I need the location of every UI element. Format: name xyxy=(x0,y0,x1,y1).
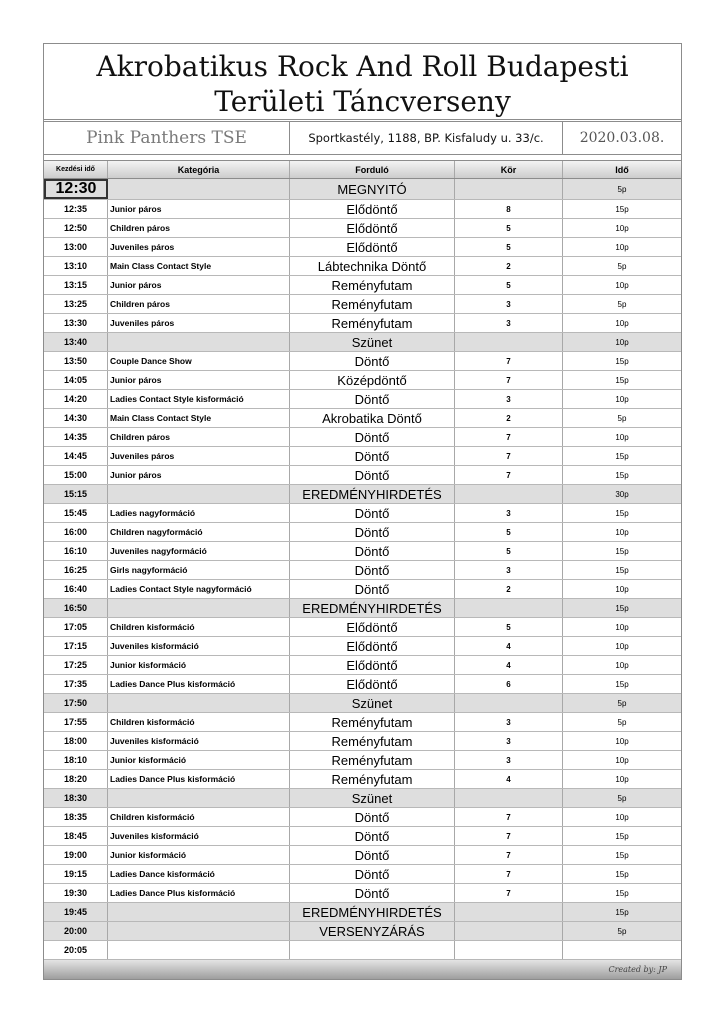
category-cell: Ladies Dance Plus kisformáció xyxy=(108,884,290,902)
table-row xyxy=(44,504,681,523)
header-heats: Kör xyxy=(455,161,563,178)
table-row xyxy=(44,276,681,295)
table-header-row xyxy=(44,160,681,179)
heats-cell: 3 xyxy=(455,732,563,750)
start-time-cell: 12:50 xyxy=(44,219,108,237)
table-row xyxy=(44,200,681,219)
category-cell xyxy=(108,333,290,351)
table-row xyxy=(44,219,681,238)
table-row xyxy=(44,390,681,409)
category-cell: Ladies Dance kisformáció xyxy=(108,865,290,883)
category-cell: Children kisformáció xyxy=(108,713,290,731)
category-cell: Ladies Dance Plus kisformáció xyxy=(108,675,290,693)
round-cell: Döntő xyxy=(290,428,455,446)
heats-cell xyxy=(455,485,563,503)
category-cell: Couple Dance Show xyxy=(108,352,290,370)
round-cell: Döntő xyxy=(290,447,455,465)
start-time-cell: 18:45 xyxy=(44,827,108,845)
heats-cell: 5 xyxy=(455,542,563,560)
heats-cell: 5 xyxy=(455,523,563,541)
start-time-cell: 17:05 xyxy=(44,618,108,636)
category-cell xyxy=(108,694,290,712)
round-cell: Elődöntő xyxy=(290,637,455,655)
category-cell xyxy=(108,599,290,617)
heats-cell: 3 xyxy=(455,561,563,579)
heats-cell: 5 xyxy=(455,276,563,294)
duration-cell: 15p xyxy=(615,679,629,689)
duration-cell: 15p xyxy=(615,869,629,879)
category-cell xyxy=(108,789,290,807)
round-cell: Döntő xyxy=(290,580,455,598)
heats-cell xyxy=(455,694,563,712)
heats-cell xyxy=(455,789,563,807)
event-info-row xyxy=(44,121,681,155)
header-round: Forduló xyxy=(290,161,455,178)
duration-cell: 15p xyxy=(615,603,629,613)
duration-cell: 15p xyxy=(615,356,629,366)
duration-cell: 10p xyxy=(615,394,629,404)
category-cell: Juveniles kisformáció xyxy=(108,732,290,750)
duration-cell: 5p xyxy=(617,261,627,271)
start-time-cell: 19:30 xyxy=(44,884,108,902)
table-row xyxy=(44,808,681,827)
heats-cell xyxy=(455,599,563,617)
round-cell: Döntő xyxy=(290,884,455,902)
heats-cell xyxy=(455,903,563,921)
header-duration: Idő xyxy=(615,164,629,175)
round-cell: VERSENYZÁRÁS xyxy=(290,922,455,940)
category-cell: Children kisformáció xyxy=(108,808,290,826)
round-cell: Szünet xyxy=(290,789,455,807)
heats-cell: 5 xyxy=(455,238,563,256)
round-cell: Döntő xyxy=(290,352,455,370)
round-cell: Döntő xyxy=(290,523,455,541)
round-cell: Döntő xyxy=(290,561,455,579)
table-row xyxy=(44,751,681,770)
table-row xyxy=(44,732,681,751)
category-cell xyxy=(108,941,290,959)
round-cell: Reményfutam xyxy=(290,713,455,731)
start-time-cell: 17:35 xyxy=(44,675,108,693)
round-cell: Szünet xyxy=(290,694,455,712)
duration-cell: 10p xyxy=(615,660,629,670)
round-cell: Döntő xyxy=(290,542,455,560)
venue-address: Sportkastély, 1188, BP. Kisfaludy u. 33/c. xyxy=(290,122,563,154)
heats-cell xyxy=(455,179,563,199)
category-cell: Junior páros xyxy=(108,276,290,294)
category-cell: Ladies Contact Style nagyformáció xyxy=(108,580,290,598)
start-time-cell: 19:45 xyxy=(44,903,108,921)
round-cell: Reményfutam xyxy=(290,751,455,769)
start-time-cell: 13:00 xyxy=(44,238,108,256)
duration-cell: 15p xyxy=(615,470,629,480)
table-row xyxy=(44,580,681,599)
start-time-cell: 13:25 xyxy=(44,295,108,313)
round-cell: EREDMÉNYHIRDETÉS xyxy=(290,485,455,503)
start-time-cell: 14:45 xyxy=(44,447,108,465)
table-row xyxy=(44,789,681,808)
heats-cell: 7 xyxy=(455,846,563,864)
table-row xyxy=(44,941,681,960)
table-row xyxy=(44,561,681,580)
organizer-name: Pink Panthers TSE xyxy=(44,122,290,154)
table-body xyxy=(44,179,681,960)
category-cell xyxy=(108,485,290,503)
category-cell: Ladies nagyformáció xyxy=(108,504,290,522)
category-cell: Junior kisformáció xyxy=(108,846,290,864)
duration-cell: 5p xyxy=(617,299,627,309)
table-row xyxy=(44,447,681,466)
category-cell: Juveniles páros xyxy=(108,314,290,332)
round-cell: Reményfutam xyxy=(290,314,455,332)
table-row xyxy=(44,295,681,314)
table-row xyxy=(44,656,681,675)
start-time-cell: 20:05 xyxy=(44,941,108,959)
category-cell: Main Class Contact Style xyxy=(108,409,290,427)
round-cell: Reményfutam xyxy=(290,732,455,750)
start-time-cell: 19:15 xyxy=(44,865,108,883)
duration-cell: 15p xyxy=(615,888,629,898)
duration-cell: 5p xyxy=(617,793,627,803)
round-cell: EREDMÉNYHIRDETÉS xyxy=(290,903,455,921)
heats-cell: 3 xyxy=(455,390,563,408)
start-time-cell: 13:10 xyxy=(44,257,108,275)
duration-cell: 15p xyxy=(615,451,629,461)
round-cell: Reményfutam xyxy=(290,276,455,294)
start-time-cell: 13:15 xyxy=(44,276,108,294)
schedule-document xyxy=(43,43,682,980)
start-time-cell: 14:20 xyxy=(44,390,108,408)
start-time-cell: 16:25 xyxy=(44,561,108,579)
header-category: Kategória xyxy=(108,161,290,178)
category-cell: Children kisformáció xyxy=(108,618,290,636)
round-cell: Döntő xyxy=(290,808,455,826)
table-row xyxy=(44,371,681,390)
heats-cell: 7 xyxy=(455,808,563,826)
category-cell: Girls nagyformáció xyxy=(108,561,290,579)
heats-cell: 4 xyxy=(455,637,563,655)
category-cell: Junior kisformáció xyxy=(108,656,290,674)
duration-cell: 15p xyxy=(615,204,629,214)
heats-cell: 2 xyxy=(455,257,563,275)
start-time-cell: 18:30 xyxy=(44,789,108,807)
table-row xyxy=(44,466,681,485)
schedule-table xyxy=(44,160,681,960)
duration-cell: 15p xyxy=(615,375,629,385)
heats-cell: 7 xyxy=(455,428,563,446)
title-line-2: Területi Táncverseny xyxy=(214,85,511,118)
duration-cell: 10p xyxy=(615,774,629,784)
table-row xyxy=(44,314,681,333)
duration-cell: 10p xyxy=(615,584,629,594)
category-cell xyxy=(108,179,290,199)
category-cell: Children páros xyxy=(108,428,290,446)
duration-cell: 15p xyxy=(615,850,629,860)
round-cell: Reményfutam xyxy=(290,770,455,788)
footer-bar xyxy=(44,960,681,979)
start-time-cell: 14:05 xyxy=(44,371,108,389)
heats-cell: 7 xyxy=(455,827,563,845)
round-cell: Szünet xyxy=(290,333,455,351)
heats-cell: 8 xyxy=(455,200,563,218)
table-row xyxy=(44,770,681,789)
heats-cell: 7 xyxy=(455,466,563,484)
footer-credit: Created by: JP xyxy=(608,965,667,974)
round-cell: Döntő xyxy=(290,466,455,484)
round-cell: EREDMÉNYHIRDETÉS xyxy=(290,599,455,617)
round-cell: Reményfutam xyxy=(290,295,455,313)
category-cell: Junior kisformáció xyxy=(108,751,290,769)
start-time-cell: 16:00 xyxy=(44,523,108,541)
table-row xyxy=(44,637,681,656)
category-cell: Main Class Contact Style xyxy=(108,257,290,275)
round-cell: Elődöntő xyxy=(290,656,455,674)
round-cell: Elődöntő xyxy=(290,219,455,237)
table-row xyxy=(44,523,681,542)
start-time-cell: 18:10 xyxy=(44,751,108,769)
category-cell: Junior páros xyxy=(108,371,290,389)
duration-cell: 5p xyxy=(617,717,627,727)
start-time-cell: 12:35 xyxy=(44,200,108,218)
start-time-cell: 17:55 xyxy=(44,713,108,731)
start-time-cell: 13:30 xyxy=(44,314,108,332)
start-time-cell: 15:00 xyxy=(44,466,108,484)
round-cell: Akrobatika Döntő xyxy=(290,409,455,427)
category-cell: Junior páros xyxy=(108,466,290,484)
start-time-cell: 20:00 xyxy=(44,922,108,940)
category-cell: Juveniles kisformáció xyxy=(108,637,290,655)
start-time-cell: 18:35 xyxy=(44,808,108,826)
category-cell: Ladies Contact Style kisformáció xyxy=(108,390,290,408)
table-row xyxy=(44,922,681,941)
round-cell: Döntő xyxy=(290,827,455,845)
heats-cell: 5 xyxy=(455,219,563,237)
category-cell: Juveniles nagyformáció xyxy=(108,542,290,560)
table-row xyxy=(44,903,681,922)
heats-cell: 3 xyxy=(455,295,563,313)
category-cell: Children páros xyxy=(108,219,290,237)
duration-cell: 15p xyxy=(615,831,629,841)
table-row xyxy=(44,428,681,447)
start-time-cell: 12:30 xyxy=(44,179,108,199)
start-time-cell: 15:15 xyxy=(44,485,108,503)
category-cell: Juveniles kisformáció xyxy=(108,827,290,845)
table-row xyxy=(44,846,681,865)
table-row xyxy=(44,485,681,504)
start-time-cell: 18:20 xyxy=(44,770,108,788)
category-cell xyxy=(108,903,290,921)
category-cell: Ladies Dance Plus kisformáció xyxy=(108,770,290,788)
start-time-cell: 13:40 xyxy=(44,333,108,351)
heats-cell: 5 xyxy=(455,618,563,636)
round-cell: Elődöntő xyxy=(290,238,455,256)
table-row xyxy=(44,333,681,352)
start-time-cell: 14:30 xyxy=(44,409,108,427)
title-line-1: Akrobatikus Rock And Roll Budapesti xyxy=(96,50,629,83)
round-cell: Döntő xyxy=(290,390,455,408)
duration-cell: 10p xyxy=(615,318,629,328)
start-time-cell: 13:50 xyxy=(44,352,108,370)
duration-cell xyxy=(563,941,681,959)
round-cell: Elődöntő xyxy=(290,200,455,218)
heats-cell: 7 xyxy=(455,884,563,902)
start-time-cell: 18:00 xyxy=(44,732,108,750)
heats-cell: 7 xyxy=(455,865,563,883)
duration-cell: 10p xyxy=(615,242,629,252)
document-title xyxy=(44,44,681,120)
table-row xyxy=(44,865,681,884)
category-cell: Junior páros xyxy=(108,200,290,218)
table-row xyxy=(44,675,681,694)
table-row xyxy=(44,179,681,200)
table-row xyxy=(44,599,681,618)
start-time-cell: 17:15 xyxy=(44,637,108,655)
duration-cell: 5p xyxy=(617,413,627,423)
round-cell: MEGNYITÓ xyxy=(290,179,455,199)
table-row xyxy=(44,827,681,846)
table-row xyxy=(44,409,681,428)
heats-cell: 3 xyxy=(455,713,563,731)
table-row xyxy=(44,884,681,903)
event-date: 2020.03.08. xyxy=(579,130,665,146)
table-row xyxy=(44,257,681,276)
duration-cell: 10p xyxy=(615,280,629,290)
duration-cell: 5p xyxy=(617,698,627,708)
table-row xyxy=(44,238,681,257)
start-time-cell: 16:50 xyxy=(44,599,108,617)
start-time-cell: 15:45 xyxy=(44,504,108,522)
duration-cell: 15p xyxy=(615,907,629,917)
duration-cell: 15p xyxy=(615,565,629,575)
duration-cell: 10p xyxy=(615,755,629,765)
round-cell xyxy=(290,941,455,959)
table-row xyxy=(44,618,681,637)
start-time-cell: 16:40 xyxy=(44,580,108,598)
heats-cell: 7 xyxy=(455,371,563,389)
category-cell: Children páros xyxy=(108,295,290,313)
round-cell: Lábtechnika Döntő xyxy=(290,257,455,275)
duration-cell: 10p xyxy=(615,223,629,233)
round-cell: Döntő xyxy=(290,865,455,883)
heats-cell xyxy=(455,941,563,959)
round-cell: Elődöntő xyxy=(290,618,455,636)
duration-cell: 10p xyxy=(615,641,629,651)
heats-cell: 7 xyxy=(455,447,563,465)
heats-cell: 4 xyxy=(455,656,563,674)
duration-cell: 10p xyxy=(615,527,629,537)
heats-cell: 3 xyxy=(455,504,563,522)
duration-cell: 10p xyxy=(615,812,629,822)
duration-cell: 30p xyxy=(615,489,629,499)
heats-cell: 3 xyxy=(455,751,563,769)
duration-cell: 15p xyxy=(615,546,629,556)
duration-cell: 10p xyxy=(615,736,629,746)
table-row xyxy=(44,694,681,713)
table-row xyxy=(44,542,681,561)
heats-cell xyxy=(455,922,563,940)
header-start-time: Kezdési idő xyxy=(44,161,108,178)
heats-cell: 3 xyxy=(455,314,563,332)
round-cell: Döntő xyxy=(290,504,455,522)
round-cell: Elődöntő xyxy=(290,675,455,693)
start-time-cell: 17:25 xyxy=(44,656,108,674)
heats-cell: 6 xyxy=(455,675,563,693)
round-cell: Döntő xyxy=(290,846,455,864)
duration-cell: 10p xyxy=(615,622,629,632)
start-time-cell: 16:10 xyxy=(44,542,108,560)
heats-cell: 4 xyxy=(455,770,563,788)
duration-cell: 10p xyxy=(615,432,629,442)
duration-cell: 5p xyxy=(617,184,627,194)
heats-cell: 2 xyxy=(455,409,563,427)
category-cell xyxy=(108,922,290,940)
duration-cell: 5p xyxy=(617,926,627,936)
heats-cell: 2 xyxy=(455,580,563,598)
category-cell: Juveniles páros xyxy=(108,447,290,465)
duration-cell: 10p xyxy=(615,337,629,347)
category-cell: Juveniles páros xyxy=(108,238,290,256)
heats-cell: 7 xyxy=(455,352,563,370)
round-cell: Középdöntő xyxy=(290,371,455,389)
heats-cell xyxy=(455,333,563,351)
start-time-cell: 19:00 xyxy=(44,846,108,864)
duration-cell: 15p xyxy=(615,508,629,518)
start-time-cell: 17:50 xyxy=(44,694,108,712)
table-row xyxy=(44,713,681,732)
start-time-cell: 14:35 xyxy=(44,428,108,446)
category-cell: Children nagyformáció xyxy=(108,523,290,541)
table-row xyxy=(44,352,681,371)
